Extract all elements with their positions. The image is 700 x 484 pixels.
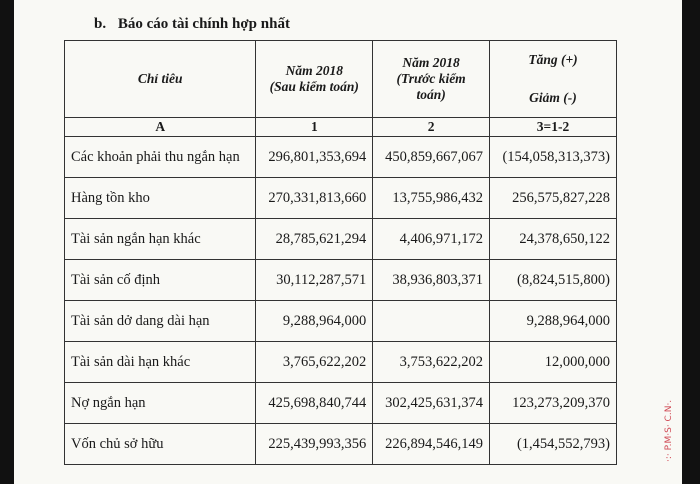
table-row [65, 178, 617, 219]
column-index-row [65, 118, 617, 137]
table-row [65, 137, 617, 178]
value-audited: 225,439,993,356 [256, 424, 373, 465]
value-change: 9,288,964,000 [489, 301, 616, 342]
index-cell: 1 [256, 118, 373, 137]
screen-frame-left [0, 0, 14, 484]
value-audited: 425,698,840,744 [256, 383, 373, 424]
value-audited: 3,765,622,202 [256, 342, 373, 383]
red-margin-stamp: ·:· P.M·S· C.N·. [664, 399, 674, 462]
value-unaudited: 4,406,971,172 [373, 219, 490, 260]
value-unaudited: 13,755,986,432 [373, 178, 490, 219]
screen-frame-right [682, 0, 700, 484]
header-unaudited [373, 41, 490, 118]
value-audited: 28,785,621,294 [256, 219, 373, 260]
header-decrease: Giảm (-) [529, 90, 577, 105]
section-number: b. [94, 16, 107, 32]
header-audited-line1: Năm 2018 [285, 63, 343, 78]
value-unaudited: 450,859,667,067 [373, 137, 490, 178]
table-row [65, 260, 617, 301]
header-unaudited-line2: (Trước kiểm [396, 71, 466, 86]
value-audited: 30,112,287,571 [256, 260, 373, 301]
index-cell: A [65, 118, 256, 137]
table-row [65, 383, 617, 424]
header-unaudited-line1: Năm 2018 [402, 55, 460, 70]
value-change: 123,273,209,370 [489, 383, 616, 424]
header-change [489, 41, 616, 118]
value-audited: 9,288,964,000 [256, 301, 373, 342]
row-label: Hàng tồn kho [65, 178, 256, 219]
header-audited [256, 41, 373, 118]
value-unaudited: 3,753,622,202 [373, 342, 490, 383]
row-label: Nợ ngắn hạn [65, 383, 256, 424]
table-row [65, 342, 617, 383]
value-unaudited: 226,894,546,149 [373, 424, 490, 465]
value-change: (8,824,515,800) [489, 260, 616, 301]
row-label: Tài sản cố định [65, 260, 256, 301]
table-row [65, 301, 617, 342]
table-row [65, 424, 617, 465]
header-audited-line2: (Sau kiểm toán) [269, 79, 359, 94]
row-label: Các khoản phải thu ngắn hạn [65, 137, 256, 178]
table-header-row [65, 41, 617, 118]
section-title: Báo cáo tài chính hợp nhất [117, 16, 290, 32]
value-change: 24,378,650,122 [489, 219, 616, 260]
value-change: 12,000,000 [489, 342, 616, 383]
value-audited: 270,331,813,660 [256, 178, 373, 219]
row-label: Tài sản dài hạn khác [65, 342, 256, 383]
value-change: 256,575,827,228 [489, 178, 616, 219]
value-change: (154,058,313,373) [489, 137, 616, 178]
section-heading [94, 16, 290, 33]
value-unaudited [373, 301, 490, 342]
header-increase: Tăng (+) [528, 52, 578, 67]
row-label: Tài sản dở dang dài hạn [65, 301, 256, 342]
value-unaudited: 38,936,803,371 [373, 260, 490, 301]
table-row [65, 219, 617, 260]
header-indicator: Chỉ tiêu [65, 41, 256, 118]
header-unaudited-line3: toán) [416, 87, 446, 102]
value-audited: 296,801,353,694 [256, 137, 373, 178]
row-label: Tài sản ngắn hạn khác [65, 219, 256, 260]
financial-report-table [64, 40, 617, 465]
value-change: (1,454,552,793) [489, 424, 616, 465]
index-cell: 2 [373, 118, 490, 137]
index-cell: 3=1-2 [489, 118, 616, 137]
row-label: Vốn chủ sở hữu [65, 424, 256, 465]
value-unaudited: 302,425,631,374 [373, 383, 490, 424]
